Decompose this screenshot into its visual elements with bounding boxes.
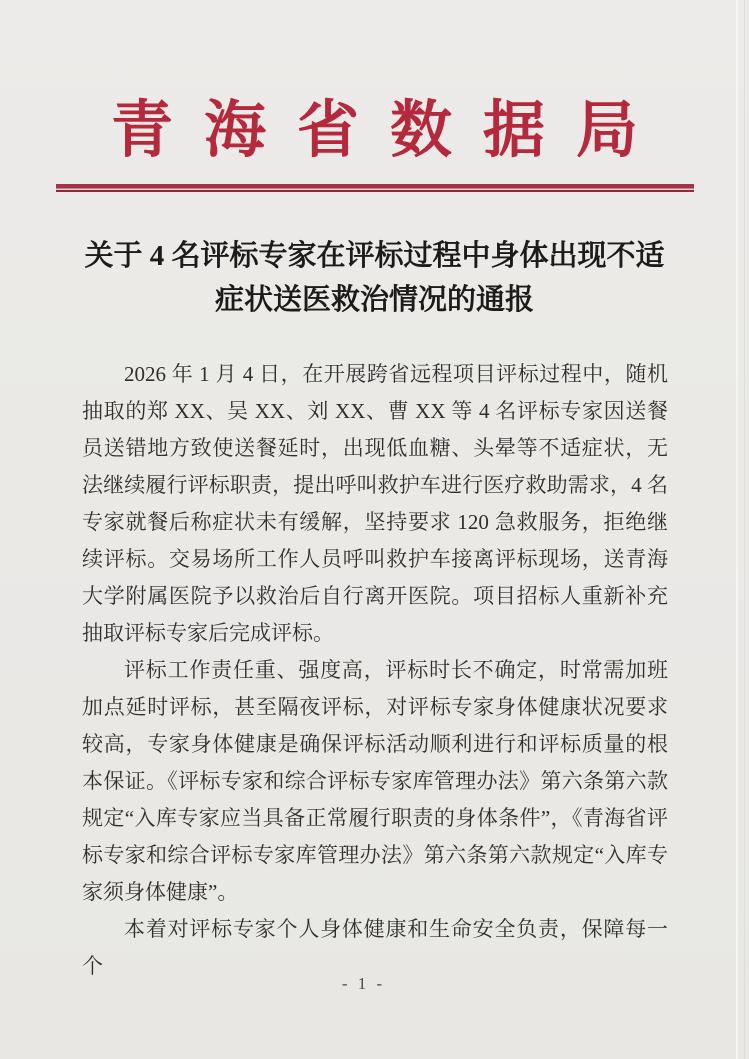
document-body (82, 356, 668, 985)
document-header (0, 0, 749, 192)
scan-edge-line (736, 0, 738, 1059)
agency-name: 青海省数据局 (110, 97, 669, 165)
page-number: - 1 - (341, 974, 386, 993)
paragraph-closing: 本着对评标专家个人身体健康和生命安全负责，保障每一个 (82, 917, 668, 978)
document-title-line-2: 症状送医救治情况的通报 (214, 284, 534, 316)
document-title (24, 234, 725, 322)
paragraph-regulations: 评标工作责任重、强度高，评标时长不确定，时常需加班加点延时评标，甚至隔夜评标，对评标专家身体健康状况要求较高，专家身体健康是确保评标活动顺利进行和评标质量的根本保证。《评标专家和综合评标专家库管理办法》第六条第六款规定“入库专家应当具备正常履行职责的身体条件”，《青海省评标专家和综合评标专家库管理办法》第六条第六款规定“入库专家须身体健康”。 (82, 658, 668, 904)
red-separator-rule (56, 184, 694, 192)
scan-edge-shadow (744, 0, 745, 1059)
paragraph-incident: 2026 年 1 月 4 日，在开展跨省远程项目评标过程中，随机抽取的郑 XX、吴 XX、刘 XX、曹 XX 等 4 名评标专家因送餐员送错地方致使送餐延时，出现低血糖、头晕等不适症状，无法继续履行评标职责，提出呼叫救护车进行医疗救助需求，4 名专家就餐后称症状未有缓解，坚持要求 120 急救服务，拒绝继续评标。交易场所工作人员呼叫救护车接离评标现场，送青海大学附属医院予以救治后自行离开医院。项目招标人重新补充抽取评标专家后完成评标。 (82, 362, 668, 645)
document-title-line-1: 关于 4 名评标专家在评标过程中身体出现不适 (84, 240, 665, 272)
